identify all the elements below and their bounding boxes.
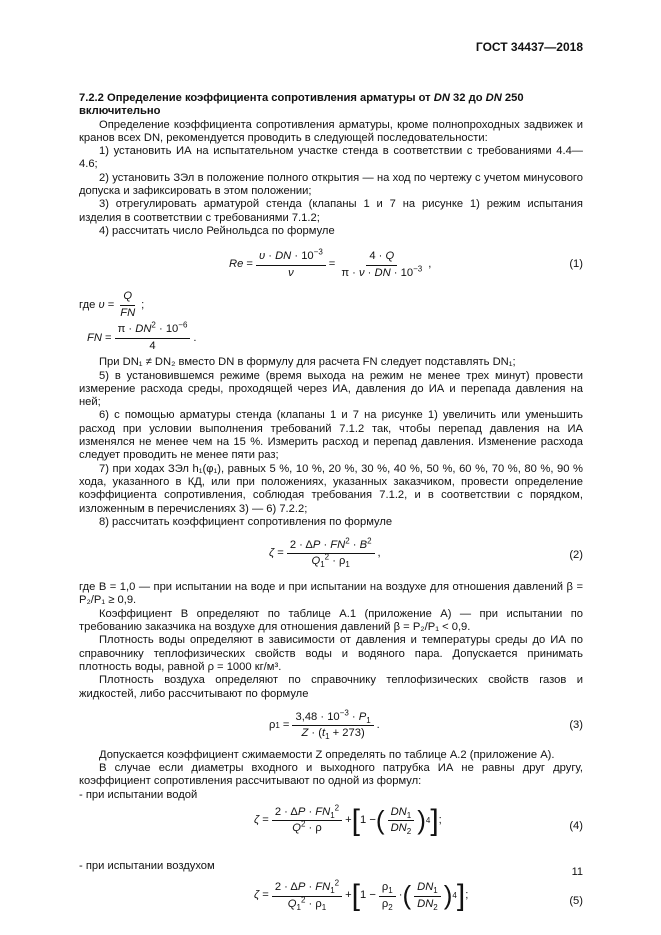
standard-header: ГОСТ 34437—2018 — [475, 40, 583, 54]
diameter-note: В случае если диаметры входного и выходного патрубка ИА не равны друг другу, коэффициент сопротивления рассчитывают по одной из формул: — [79, 762, 583, 788]
where-fn: FN = $\frac{\pi \cdot DN^2 \cdot 10^{-6}}{4}$ . — [87, 320, 197, 352]
where-velocity: где υ = $\frac{Q}{FN}$ ; — [79, 290, 145, 319]
section-heading-cont: включительно — [79, 105, 161, 118]
step-1: 1) установить ИА на испытательном участке стенда в соответствии с требованиями 4.4—4.6; — [79, 145, 583, 171]
step-5: 5) в установившемся режиме (время выхода на режим не менее трех минут) провести измерение расхода среды, проходящей через ИА, давления до ИА и перепада давления на ней; — [79, 369, 583, 409]
equation-5: ζ = $\frac{2 \cdot \Delta P \cdot FN_1^2}{Q_1^2 \cdot \rho_1}$ + [ 1 − $\frac{\rho_1}{\rho_2}$ · ( $\frac{DN_1}{DN_2}$ ) 4 ] ; (5) — [254, 878, 583, 913]
step-8: 8) рассчитать коэффициент сопротивления по формуле — [99, 515, 393, 528]
equation-2-number: (2) — [569, 549, 583, 562]
step-6: 6) с помощью арматуры стенда (клапаны 1 и 7 на рисунке 1) увеличить или уменьшить расход при условии выполнения требований 7.1.2 так, чтобы перепад давления на ИА изменялся не менее чем на 15 %. Измерить расход и перепад давления. Изменение расхода следует проводить не менее пяти раз; — [79, 409, 583, 462]
coef-b-note: Коэффициент B определяют по таблице А.1 (приложение А) — при испытании по требованию заказчика на воздухе для отношения давлений β = P₂/P₁ < 0,9. — [79, 607, 583, 634]
page-number: 11 — [571, 866, 583, 878]
step-4: 4) рассчитать число Рейнольдса по формуле — [99, 224, 335, 237]
step-2: 2) установить ЗЭл в положение полного открытия — на ход по чертежу с учетом минусового допуска и зафиксировать в этом положении; — [79, 171, 583, 198]
equation-4: ζ = $\frac{2 \cdot \Delta P \cdot FN_1^2}{Q^2 \cdot \rho}$ + [ 1 − ( $\frac{DN_1}{DN_2}$ ) 4 ] ; (4) — [254, 803, 583, 838]
water-case-label: - при испытании водой — [79, 788, 198, 801]
step-3: 3) отрегулировать арматурой стенда (клапаны 1 и 7 на рисунке 1) режим испытания изделия в соответствии с требованиями 7.1.2; — [79, 198, 583, 224]
equation-5-number: (5) — [569, 895, 583, 908]
air-density-note: Плотность воздуха определяют по справочнику теплофизических свойств газов и жидкостей, либо рассчитывают по формуле — [79, 674, 583, 700]
equation-1-number: (1) — [569, 258, 583, 271]
where-b: где B = 1,0 — при испытании на воде и при испытании на воздухе для отношения давлений β = P₂/P₁ ≥ 0,9. — [79, 581, 583, 607]
equation-3: ρ 1 = $\frac{3,48 \cdot 10^{-3} \cdot P_1}{Z \cdot (t_1 + 273)}$ . (3) — [269, 708, 583, 742]
dn-note: При DN₁ ≠ DN₂ вместо DN в формулу для расчета FN следует подставлять DN₁; — [99, 356, 516, 369]
document-body — [79, 92, 583, 931]
water-density-note: Плотность воды определяют в зависимости от давления и температуры среды до ИА по справочнику теплофизических свойств воды и водяного пара. Допускается принимать плотность воды, равной ρ = 1000 кг/м³. — [79, 634, 583, 673]
step-7: 7) при ходах ЗЭл h₁(φ₁), равных 5 %, 10 %, 20 %, 30 %, 40 %, 50 %, 60 %, 70 %, 80 %, 90 % хода, указанного в КД, или при положениях, указанных заказчиком, провести определение коэффициента сопротивления, соблюдая требования 7.1.2, и в соответствии с порядком, изложенным в перечислениях 3) — 6) 7.2.2; — [79, 462, 583, 515]
equation-4-number: (4) — [569, 819, 583, 832]
equation-1: Re = $\frac{\upsilon \cdot DN \cdot 10^{-3}}{\nu}$ = $\frac{4 \cdot Q}{\pi \cdot \nu \cdot DN \cdot 10^{-3}}$ , (1) — [229, 247, 583, 279]
equation-3-number: (3) — [569, 718, 583, 731]
equation-2: ζ = $\frac{2 \cdot \Delta P \cdot FN^2 \cdot B^2}{Q_1^2 \cdot \rho_1}$ , (2) — [269, 536, 583, 570]
z-note: Допускается коэффициент сжимаемости Z определять по таблице А.2 (приложение А). — [99, 748, 555, 761]
air-case-label: - при испытании воздухом — [79, 859, 215, 872]
intro-paragraph: Определение коэффициента сопротивления арматуры, кроме полнопроходных задвижек и кранов всех DN, рекомендуется проводить в следующей последовательности: — [79, 118, 583, 144]
section-heading: 7.2.2 Определение коэффициента сопротивления арматуры от DN 32 до DN 250 — [79, 92, 524, 104]
